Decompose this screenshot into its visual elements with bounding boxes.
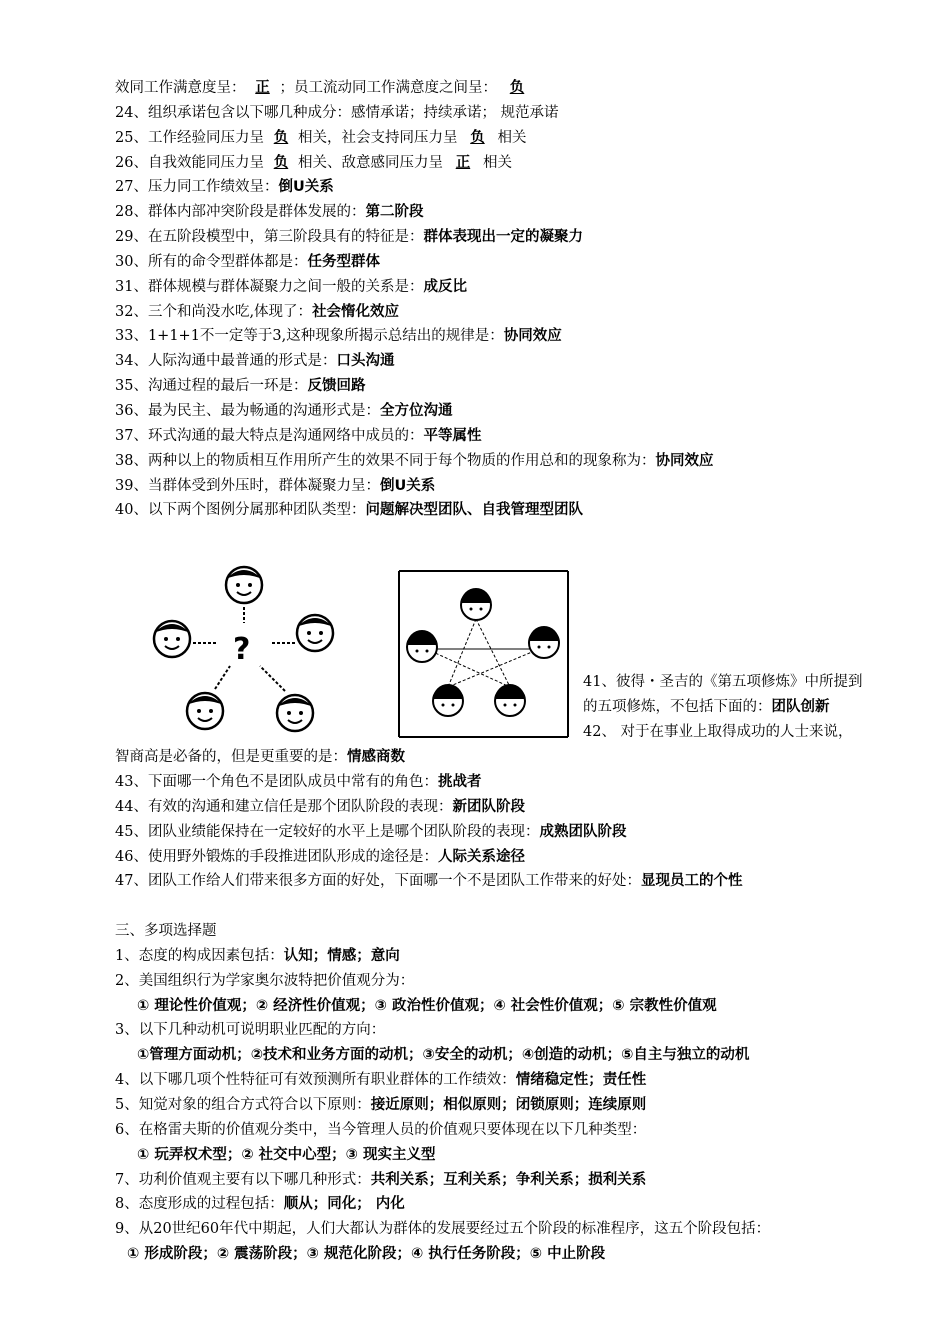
question-line (115, 1168, 895, 1193)
question-line (115, 175, 895, 200)
question-line (583, 670, 862, 695)
team-figure-question (145, 561, 335, 741)
question-text: ；员工流动同工作满意度之间呈： (279, 80, 497, 96)
answer-text: 倒U关系 (278, 179, 334, 196)
question-text: 相关，社会支持同压力呈 (297, 129, 458, 146)
answer-text: 第二阶段 (365, 204, 424, 221)
question-text: 4、以下哪几项个性特征可有效预测所有职业群体的工作绩效： (115, 1072, 516, 1089)
question-text: 47、团队工作给人们带来很多方面的好处，下面哪一个不是团队工作带来的好处： (115, 873, 641, 890)
question-line (115, 845, 895, 870)
single-choice-block-bottom (115, 745, 895, 894)
answer-text: ① 形成阶段；② 震荡阶段；③ 规范化阶段；④ 执行任务阶段；⑤ 中止阶段 (127, 1246, 606, 1263)
question-line (115, 820, 895, 845)
answer-text: 社会惰化效应 (312, 303, 400, 320)
question-line (115, 424, 895, 449)
question-text: 相关、敌意感同压力呈 (297, 154, 443, 171)
question-text: 7、功利价值观主要有以下哪几种形式： (115, 1171, 371, 1188)
question-text: 的五项修炼，不包括下面的： (583, 699, 772, 716)
question-line (115, 1068, 895, 1093)
question-text: 28、群体内部冲突阶段是群体发展的： (115, 204, 366, 221)
answer-text: 团队创新 (771, 699, 830, 716)
question-line (115, 969, 895, 994)
question-line (115, 449, 895, 474)
question-line (583, 720, 862, 745)
blank-answer: 正 (455, 154, 471, 171)
answer-text: 新团队阶段 (452, 798, 525, 815)
figure-row (115, 523, 895, 745)
question-text: 38、两种以上的物质相互作用所产生的效果不同于每个物质的作用总和的现象称为： (115, 452, 656, 469)
question-line (115, 1093, 895, 1118)
question-text: 32、三个和尚没水吃,体现了： (115, 303, 313, 320)
blank-answer: 负 (273, 129, 289, 146)
answer-text: 成反比 (423, 278, 467, 295)
answer-text: 人际关系途径 (437, 848, 525, 865)
question-line (115, 76, 895, 101)
answer-text: 情感商数 (347, 749, 405, 766)
question-text: 29、在五阶段模型中，第三阶段具有的特征是： (115, 229, 424, 246)
answer-text: 显现员工的个性 (640, 873, 743, 890)
question-line (115, 250, 895, 275)
answer-text: 问题解决型团队、自我管理型团队 (365, 502, 583, 519)
answer-text: 倒U关系 (379, 477, 436, 494)
question-line (115, 795, 895, 820)
answer-text: 认知；情感；意向 (283, 947, 400, 964)
question-text: 1、态度的构成因素包括： (115, 947, 284, 964)
question-line (115, 324, 895, 349)
question-line (115, 275, 895, 300)
question-line (115, 1018, 895, 1043)
question-text: 35、沟通过程的最后一环是： (115, 378, 308, 395)
document-page (115, 76, 895, 1267)
answer-text: 成熟团队阶段 (539, 823, 627, 840)
question-text: 37、环式沟通的最大特点是沟通网络中成员的： (115, 427, 424, 444)
blank-answer: 正 (255, 80, 270, 96)
question-line (115, 994, 895, 1019)
blank-answer: 负 (470, 129, 485, 146)
answer-text: 全方位沟通 (379, 402, 453, 419)
question-line (115, 770, 895, 795)
answer-text: 情绪稳定性；责任性 (515, 1072, 647, 1089)
question-text: 33、1+1+1不一定等于3,这种现象所揭示总结出的规律是： (115, 328, 504, 345)
question-line (115, 498, 895, 523)
question-mark-icon: ? (233, 632, 251, 668)
question-text: 42、 对于在事业上取得成功的人士来说， (583, 723, 853, 740)
answer-text: 挑战者 (437, 774, 482, 791)
question-text: 30、所有的命令型群体都是： (115, 253, 308, 270)
multi-choice-block (115, 944, 895, 1267)
question-line (115, 944, 895, 969)
question-line (115, 399, 895, 424)
answer-text: 平等属性 (423, 427, 482, 444)
question-text: 效同工作满意度呈： (115, 80, 246, 96)
answer-text: 群体表现出一定的凝聚力 (423, 229, 583, 246)
answer-text: ①管理方面动机；②技术和业务方面的动机；③安全的动机；④创造的动机；⑤自主与独立的动机 (137, 1047, 750, 1064)
question-text: 智商高是必备的，但是更重要的是： (115, 749, 347, 766)
question-text: 24、组织承诺包含以下哪几种成分：感情承诺；持续承诺； 规范承诺 (115, 104, 559, 121)
question-line (115, 1242, 895, 1267)
question-line (115, 869, 895, 894)
side-text-block (583, 670, 862, 745)
question-line (115, 374, 895, 399)
question-text: 39、当群体受到外压时，群体凝聚力呈： (115, 477, 380, 494)
question-text: 46、使用野外锻炼的手段推进团队形成的途径是： (115, 848, 438, 865)
question-text: 34、人际沟通中最普通的形式是： (115, 353, 337, 370)
question-line (115, 126, 895, 151)
team-figure-network (398, 569, 570, 739)
question-text: 6、在格雷夫斯的价值观分类中，当今管理人员的价值观只要体现在以下几种类型： (115, 1121, 647, 1138)
question-line (115, 1143, 895, 1168)
question-line (115, 1192, 895, 1217)
question-text: 25、工作经验同压力呈 (115, 129, 264, 146)
question-line (115, 151, 895, 176)
single-choice-block-top (115, 76, 895, 523)
question-line (115, 225, 895, 250)
answer-text: 任务型群体 (307, 253, 380, 270)
answer-text: 反馈回路 (307, 378, 366, 395)
question-line (115, 745, 895, 770)
answer-text: ① 理论性价值观；② 经济性价值观；③ 政治性价值观；④ 社会性价值观；⑤ 宗教性价值观 (137, 997, 717, 1014)
question-text: 27、压力同工作绩效呈： (115, 179, 279, 196)
question-line (115, 349, 895, 374)
question-text: 45、团队业绩能保持在一定较好的水平上是哪个团队阶段的表现： (115, 823, 540, 840)
blank-answer: 负 (273, 154, 289, 171)
question-line (115, 474, 895, 499)
question-line (115, 1118, 895, 1143)
answer-text: 协同效应 (655, 452, 714, 469)
answer-text: ① 玩弄权术型；② 社交中心型；③ 现实主义型 (137, 1146, 436, 1163)
question-text: 8、态度形成的过程包括： (115, 1196, 284, 1213)
question-text: 40、以下两个图例分属那种团队类型： (115, 502, 366, 519)
answer-text: 口头沟通 (336, 353, 395, 370)
question-text: 41、彼得・圣吉的《第五项修炼》中所提到 (583, 674, 863, 691)
blank-answer: 负 (509, 80, 525, 96)
question-line (583, 695, 862, 720)
question-text: 3、以下几种动机可说明职业匹配的方向： (115, 1022, 386, 1039)
answer-text: 顺从；同化； 内化 (283, 1196, 405, 1213)
question-text: 5、知觉对象的组合方式符合以下原则： (115, 1097, 371, 1113)
answer-text: 接近原则；相似原则；闭锁原则；连续原则 (370, 1097, 647, 1113)
question-line (115, 101, 895, 126)
question-text: 9、从20世纪60年代中期起，人们大都认为群体的发展要经过五个阶段的标准程序，这五个阶段包括： (115, 1221, 771, 1238)
question-text: 相关 (497, 129, 527, 146)
section-title: 三、多项选择题 (115, 923, 217, 940)
question-line (115, 300, 895, 325)
question-text: 44、有效的沟通和建立信任是那个团队阶段的表现： (115, 798, 453, 815)
answer-text: 共利关系；互利关系；争利关系；损利关系 (370, 1171, 647, 1188)
question-text: 相关 (482, 154, 512, 171)
question-text: 26、自我效能同压力呈 (115, 154, 264, 171)
question-line (115, 200, 895, 225)
question-text: 31、群体规模与群体凝聚力之间一般的关系是： (115, 278, 424, 295)
question-text: 2、美国组织行为学家奥尔波特把价值观分为： (115, 972, 415, 989)
question-text: 43、下面哪一个角色不是团队成员中常有的角色： (115, 774, 438, 791)
answer-text: 协同效应 (503, 328, 562, 345)
question-line (115, 1043, 895, 1068)
question-line (115, 1217, 895, 1242)
question-text: 36、最为民主、最为畅通的沟通形式是： (115, 402, 380, 419)
